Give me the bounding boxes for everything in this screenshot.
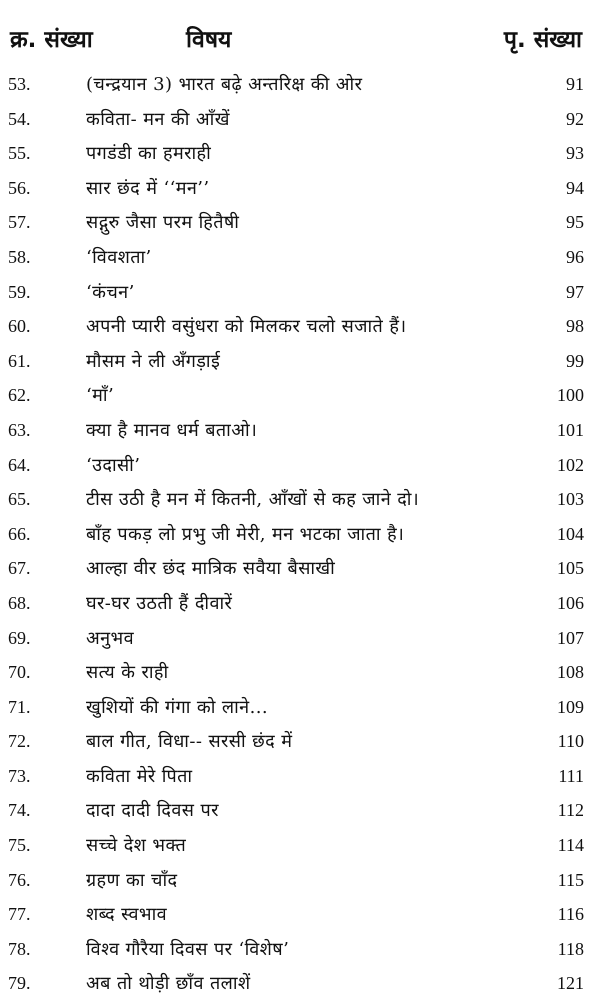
toc-row-title: अब तो थोड़ी छाँव तलाशें bbox=[86, 973, 251, 995]
toc-row-number: 75. bbox=[8, 835, 31, 856]
toc-row-page: 95 bbox=[566, 212, 584, 233]
toc-row bbox=[0, 589, 600, 624]
toc-row bbox=[0, 312, 600, 347]
toc-row-page: 99 bbox=[566, 350, 584, 371]
toc-row-number: 61. bbox=[8, 350, 31, 371]
header-page-number: पृ. संख्या bbox=[503, 27, 582, 53]
toc-row bbox=[0, 347, 600, 382]
toc-row bbox=[0, 208, 600, 243]
toc-row-number: 67. bbox=[8, 558, 31, 579]
toc-row-number: 63. bbox=[8, 419, 31, 440]
toc-row-number: 73. bbox=[8, 765, 31, 786]
toc-row-page: 110 bbox=[557, 731, 584, 752]
toc-row-number: 55. bbox=[8, 143, 31, 164]
toc-row-title: विश्व गौरैया दिवस पर ‘विशेष’ bbox=[86, 938, 290, 960]
toc-row-number: 79. bbox=[8, 973, 31, 994]
toc-row bbox=[0, 796, 600, 831]
toc-row-number: 77. bbox=[8, 904, 31, 925]
toc-row-page: 114 bbox=[557, 835, 584, 856]
toc-row-title: ‘कंचन’ bbox=[86, 281, 135, 303]
toc-row bbox=[0, 727, 600, 762]
header-subject: विषय bbox=[186, 27, 232, 53]
toc-row-page: 93 bbox=[566, 143, 584, 164]
toc-row bbox=[0, 554, 600, 589]
toc-row bbox=[0, 381, 600, 416]
toc-row-page: 116 bbox=[557, 904, 584, 925]
toc-row bbox=[0, 520, 600, 555]
toc-row-title: सार छंद में ‘‘मन’’ bbox=[86, 177, 210, 199]
header-serial-number: क्र. संख्या bbox=[10, 27, 93, 53]
toc-row-page: 109 bbox=[557, 696, 584, 717]
toc-row bbox=[0, 969, 600, 1004]
toc-row-page: 105 bbox=[557, 558, 584, 579]
toc-row bbox=[0, 278, 600, 313]
toc-row-title: अपनी प्यारी वसुंधरा को मिलकर चलो सजाते हैं। bbox=[86, 316, 407, 338]
toc-row-title: घर-घर उठती हैं दीवारें bbox=[86, 592, 233, 614]
toc-row-title: ‘माँ’ bbox=[86, 385, 115, 407]
toc-row-number: 74. bbox=[8, 800, 31, 821]
toc-row-page: 103 bbox=[557, 489, 584, 510]
toc-row-number: 54. bbox=[8, 108, 31, 129]
toc-row bbox=[0, 105, 600, 140]
toc-row bbox=[0, 70, 600, 105]
toc-row bbox=[0, 658, 600, 693]
toc-row-page: 118 bbox=[557, 938, 584, 959]
toc-row-title: सद्गुरु जैसा परम हितैषी bbox=[86, 212, 240, 234]
toc-row bbox=[0, 831, 600, 866]
toc-row bbox=[0, 624, 600, 659]
toc-row-number: 72. bbox=[8, 731, 31, 752]
toc-row-page: 111 bbox=[558, 765, 584, 786]
toc-row bbox=[0, 762, 600, 797]
toc-row-title: शब्द स्वभाव bbox=[86, 904, 168, 926]
toc-row bbox=[0, 693, 600, 728]
toc-row-page: 106 bbox=[557, 592, 584, 613]
toc-row-page: 91 bbox=[566, 74, 584, 94]
toc-row-title: बाल गीत, विधा-- सरसी छंद में bbox=[86, 731, 293, 753]
toc-row-number: 69. bbox=[8, 627, 31, 648]
toc-row-title: सच्चे देश भक्त bbox=[86, 835, 187, 857]
toc-row-number: 62. bbox=[8, 385, 31, 406]
toc-row-number: 76. bbox=[8, 869, 31, 890]
toc-row-title: टीस उठी है मन में कितनी, आँखों से कह जाने दो। bbox=[86, 489, 420, 511]
toc-row-title: (चन्द्रयान 3) भारत बढ़े अन्तरिक्ष की ओर bbox=[86, 74, 363, 95]
toc-row-page: 96 bbox=[566, 246, 584, 267]
toc-row bbox=[0, 900, 600, 935]
toc-row-page: 104 bbox=[557, 523, 584, 544]
toc-row-number: 70. bbox=[8, 662, 31, 683]
toc-row-title: बाँह पकड़ लो प्रभु जी मेरी, मन भटका जाता है। bbox=[86, 523, 405, 545]
toc-row-title: कविता मेरे पिता bbox=[86, 765, 193, 787]
toc-row-number: 60. bbox=[8, 316, 31, 337]
toc-row-number: 78. bbox=[8, 938, 31, 959]
toc-row-number: 58. bbox=[8, 246, 31, 267]
toc-row-title: ग्रहण का चाँद bbox=[86, 869, 178, 891]
toc-header bbox=[0, 22, 600, 62]
toc-row bbox=[0, 243, 600, 278]
toc-row-page: 115 bbox=[557, 869, 584, 890]
toc-row-page: 112 bbox=[557, 800, 584, 821]
toc-row-page: 108 bbox=[557, 662, 584, 683]
toc-row-page: 98 bbox=[566, 316, 584, 337]
toc-row-page: 97 bbox=[566, 281, 584, 302]
toc-row-number: 71. bbox=[8, 696, 31, 717]
toc-row bbox=[0, 451, 600, 486]
toc-row-title: दादा दादी दिवस पर bbox=[86, 800, 219, 822]
toc-row-number: 57. bbox=[8, 212, 31, 233]
toc-row-title: ‘विवशता’ bbox=[86, 246, 152, 268]
toc-row-title: खुशियों की गंगा को लाने... bbox=[86, 696, 268, 718]
toc-row-title: मौसम ने ली अँगड़ाई bbox=[86, 350, 221, 372]
toc-row bbox=[0, 935, 600, 970]
toc-row-title: पगडंडी का हमराही bbox=[86, 143, 212, 165]
toc-row-number: 64. bbox=[8, 454, 31, 475]
toc-row bbox=[0, 416, 600, 451]
toc-row-page: 94 bbox=[566, 177, 584, 198]
toc-row-number: 66. bbox=[8, 523, 31, 544]
toc-row-page: 92 bbox=[566, 108, 584, 129]
toc-row-number: 68. bbox=[8, 592, 31, 613]
toc-row-number: 65. bbox=[8, 489, 31, 510]
toc-row-number: 53. bbox=[8, 74, 31, 94]
toc-row-title: अनुभव bbox=[86, 627, 135, 649]
toc-row-title: आल्हा वीर छंद मात्रिक सवैया बैसाखी bbox=[86, 558, 336, 580]
toc-row bbox=[0, 866, 600, 901]
toc-list bbox=[0, 70, 600, 1004]
toc-row-title: ‘उदासी’ bbox=[86, 454, 141, 476]
toc-row-page: 101 bbox=[557, 419, 584, 440]
toc-row-page: 100 bbox=[557, 385, 584, 406]
toc-row bbox=[0, 485, 600, 520]
toc-row-page: 121 bbox=[557, 973, 584, 994]
toc-row-page: 107 bbox=[557, 627, 584, 648]
toc-row-title: क्या है मानव धर्म बताओ। bbox=[86, 419, 258, 441]
toc-row-page: 102 bbox=[557, 454, 584, 475]
toc-row bbox=[0, 174, 600, 209]
toc-row-number: 56. bbox=[8, 177, 31, 198]
toc-row-title: सत्य के राही bbox=[86, 662, 169, 684]
toc-row-title: कविता- मन की आँखें bbox=[86, 108, 230, 130]
toc-row bbox=[0, 139, 600, 174]
toc-row-number: 59. bbox=[8, 281, 31, 302]
